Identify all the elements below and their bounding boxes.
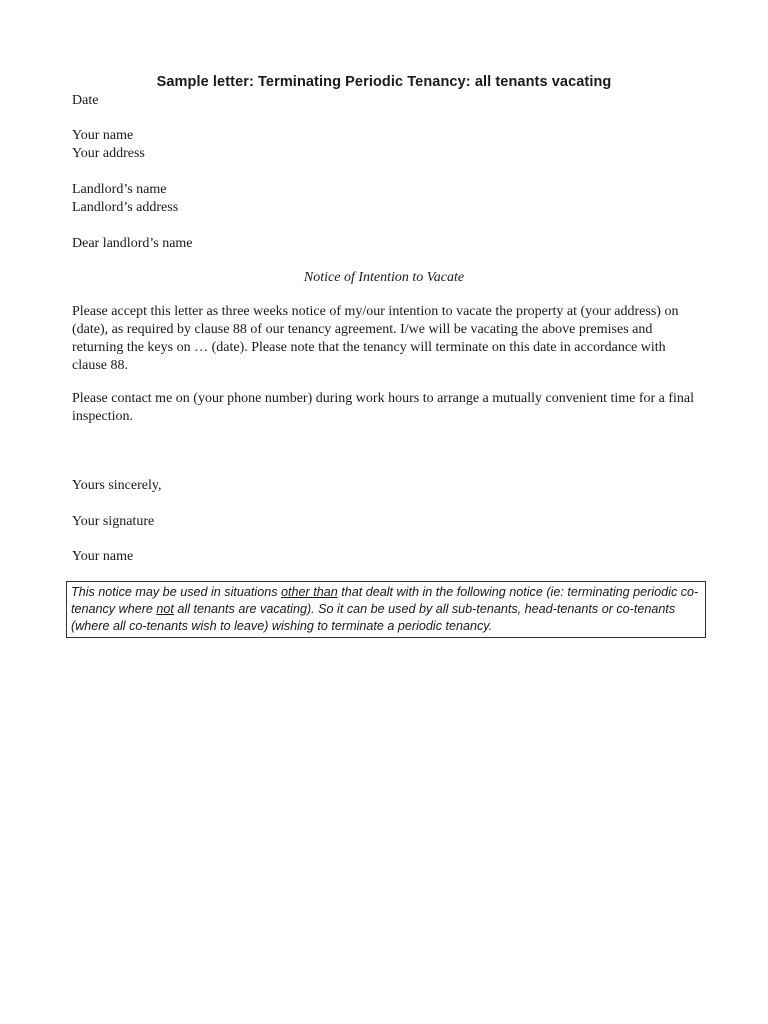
letter-subject: Notice of Intention to Vacate <box>303 270 465 285</box>
page-title: Sample letter: Terminating Periodic Tenancy: all tenants vacating <box>156 74 612 90</box>
recipient-name: Landlord’s name <box>72 182 167 197</box>
recipient-address: Landlord’s address <box>72 200 179 215</box>
salutation: Dear landlord’s name <box>72 236 193 251</box>
sender-block <box>72 127 702 163</box>
notice-text-1: This notice may be used in situations <box>71 585 282 599</box>
closing: Yours sincerely, <box>72 478 162 493</box>
signature: Your signature <box>72 514 155 529</box>
recipient-block <box>72 181 702 217</box>
sender-name: Your name <box>72 128 134 143</box>
sender-address: Your address <box>72 146 145 161</box>
notice-text-2: that dealt with in the following notice (ie: terminating periodic co-tenancy where <box>71 585 699 616</box>
paragraph-1: Please accept this letter as three weeks notice of my/our intention to vacate the property at (your address) on (date), as required by clause 88 of our tenancy agreement. I/we will be vacating the above premises and returning the keys on … (date). Please note that the tenancy will terminate on this date in accordance with clause 88. <box>72 304 679 373</box>
paragraph-notice <box>72 303 702 375</box>
notice-text-3: all tenants are vacating). So it can be used by all sub-tenants, head-tenants or co-tenants (where all co-tenants wish to leave) wishing to terminate a periodic tenancy. <box>71 602 676 633</box>
notice-underline-other-than: other than <box>281 585 338 599</box>
signature-block <box>72 513 702 531</box>
date-line <box>72 92 702 110</box>
notice-underline-not: not <box>156 602 174 616</box>
paragraph-contact <box>72 390 702 426</box>
closing-block <box>72 477 702 495</box>
date-text: Date <box>72 93 99 108</box>
closing-name-block <box>72 548 702 566</box>
closing-name: Your name <box>72 549 134 564</box>
usage-notice-box <box>66 581 706 638</box>
paragraph-2: Please contact me on (your phone number) during work hours to arrange a mutually convenient time for a final inspection. <box>72 391 695 424</box>
salutation-line <box>72 235 702 253</box>
